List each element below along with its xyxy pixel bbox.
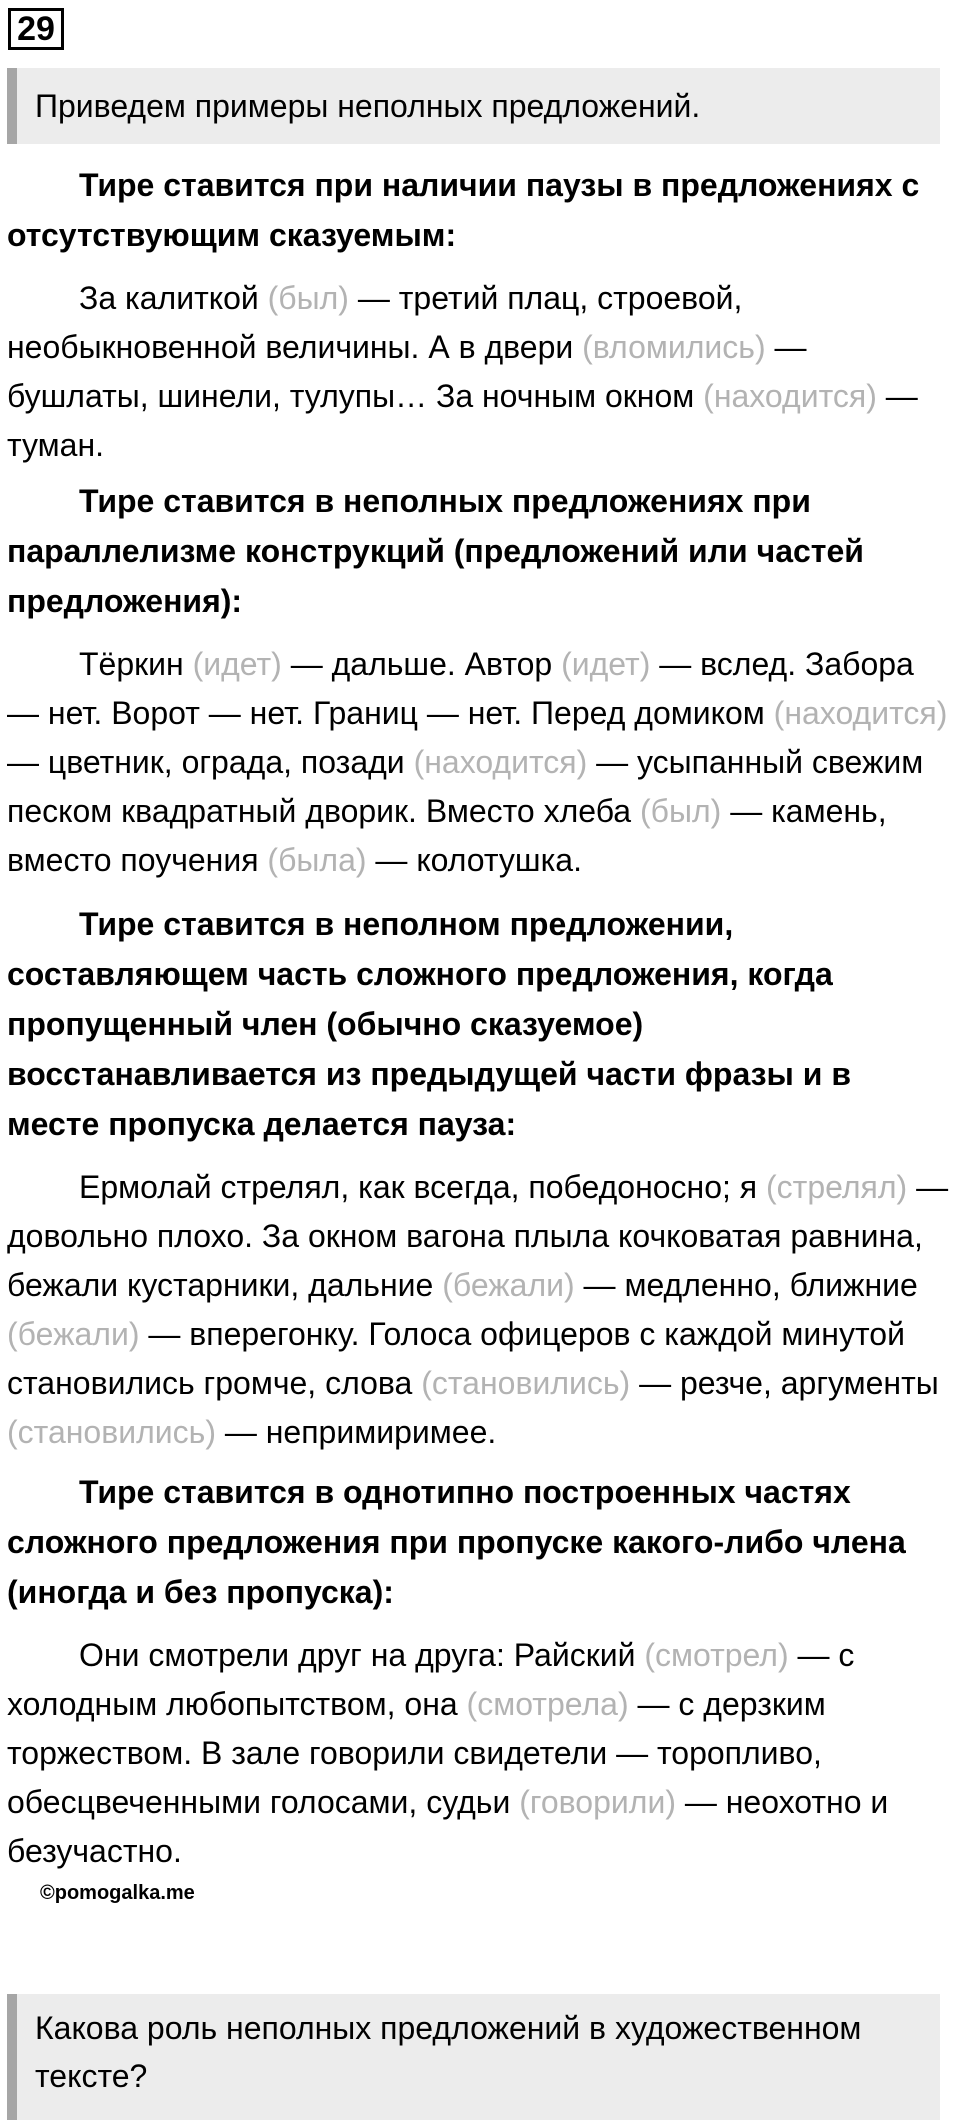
example-text: Ермолай стрелял, как всегда, победоносно; я [79, 1169, 767, 1205]
restored-word: (смотрел) [644, 1637, 789, 1673]
example-text: — цветник, ограда, позади [7, 744, 414, 780]
example-text: — третий плац, строевой, необыкновенной величины. А в двери [7, 280, 743, 365]
example-text: — непримиримее. [215, 1414, 497, 1450]
example-text: — с дерзким торжеством. В зале говорили свидетели — торопливо, обесцвеченными голосами, судьи [7, 1686, 826, 1820]
restored-word: (была) [267, 842, 367, 878]
example-paragraph [7, 274, 952, 470]
example-text: — бушлаты, шинели, тулупы… За ночным окном [7, 329, 807, 414]
example-paragraph [7, 1163, 952, 1457]
restored-word: (говорили) [519, 1784, 676, 1820]
example-text: — резче, аргументы [630, 1365, 939, 1401]
example-text: — дальше. Автор [281, 646, 562, 682]
example-text: Они смотрели друг на друга: Райский [79, 1637, 645, 1673]
restored-word: (был) [639, 793, 722, 829]
example-text: — с холодным любопытством, она [7, 1637, 855, 1722]
intro-text: Приведем примеры неполных предложений. [35, 88, 701, 124]
section [7, 476, 952, 885]
example-text: — неохотно и безучастно. [7, 1784, 889, 1869]
restored-word: (стрелял) [766, 1169, 908, 1205]
example-paragraph [7, 1631, 952, 1876]
rule-heading: Тире ставится в однотипно построенных частях сложного предложения при пропуске какого-либо члена (иногда и без пропуска): [7, 1474, 906, 1610]
restored-word: (находится) [773, 695, 948, 731]
section [7, 1467, 952, 1876]
restored-word: (находится) [413, 744, 588, 780]
restored-word: (идет) [561, 646, 651, 682]
content [7, 160, 952, 1876]
example-text: — довольно плохо. За окном вагона плыла кочковатая равнина, бежали кустарники, дальние [7, 1169, 949, 1303]
watermark: ©pomogalka.me [40, 1882, 195, 1904]
example-text: — вперегонку. Голоса офицеров с каждой минутой становились громче, слова [7, 1316, 905, 1401]
rule-heading: Тире ставится при наличии паузы в предложениях с отсутствующим сказуемым: [7, 167, 920, 253]
section [7, 160, 952, 470]
question-text: Какова роль неполных предложений в художественном тексте? [35, 2010, 862, 2094]
example-text: За калиткой [79, 280, 268, 316]
intro-callout [7, 68, 940, 144]
restored-word: (становились) [7, 1414, 216, 1450]
rule-heading: Тире ставится в неполном предложении, составляющем часть сложного предложения, когда пропущенный член (обычно сказуемое) восстанавливается из предыдущей части фразы и в месте пропуска делается пауза: [7, 906, 851, 1142]
example-text: Тёркин [79, 646, 193, 682]
question-callout [7, 1994, 940, 2120]
example-text: — туман. [7, 378, 918, 463]
rule-heading: Тире ставится в неполных предложениях при параллелизме конструкций (предложений или частей предложения): [7, 483, 864, 619]
restored-word: (бежали) [7, 1316, 140, 1352]
restored-word: (становились) [421, 1365, 631, 1401]
task-number-badge: 29 [8, 8, 64, 50]
example-text: — медленно, ближние [574, 1267, 918, 1303]
restored-word: (бежали) [442, 1267, 575, 1303]
example-text: — колотушка. [366, 842, 582, 878]
restored-word: (был) [267, 280, 349, 316]
section [7, 899, 952, 1457]
example-paragraph [7, 640, 952, 885]
restored-word: (находится) [703, 378, 877, 414]
restored-word: (идет) [192, 646, 282, 682]
restored-word: (вломились) [582, 329, 766, 365]
example-text: — вслед. Забора — нет. Ворот — нет. Границ — нет. Перед домиком [7, 646, 914, 731]
example-text: — усыпанный свежим песком квадратный дворик. Вместо хлеба [7, 744, 924, 829]
restored-word: (смотрела) [466, 1686, 629, 1722]
example-text: — камень, вместо поучения [7, 793, 887, 878]
